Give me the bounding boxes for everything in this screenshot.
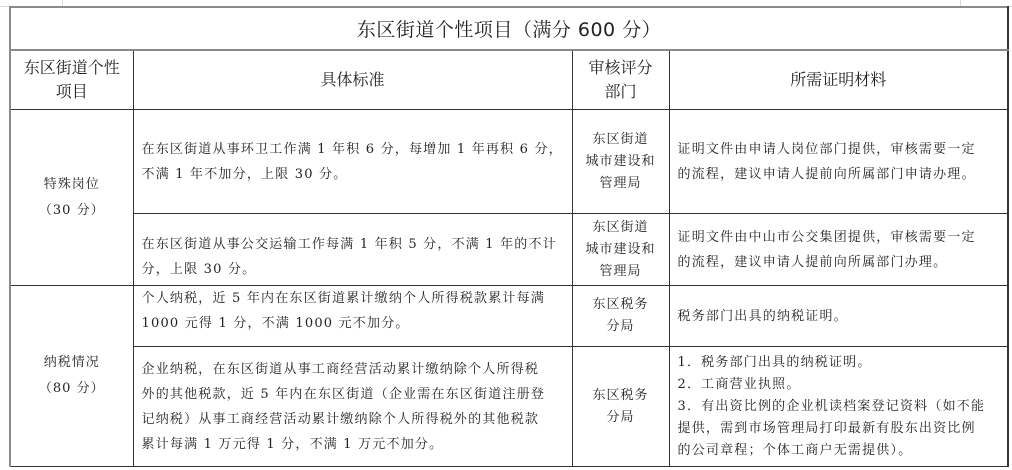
scoring-table (9, 6, 1009, 467)
department-text: 分局 (606, 409, 635, 425)
standard-text: 不满 1 年不加分，上限 30 分。 (141, 166, 348, 182)
department-text: 城市建设和 (585, 153, 656, 169)
table-row (10, 347, 1008, 467)
department-text: 东区街道 (592, 131, 649, 147)
materials-text: 的流程，建议申请人提前向所属部门申请办理。 (677, 166, 976, 182)
materials-text: 证明文件由中山市公交集团提供，审核需要一定 (677, 229, 976, 245)
materials-cell (669, 286, 1008, 347)
department-text: 东区税务 (592, 297, 649, 312)
standard-cell (133, 347, 572, 467)
department-text: 管理局 (599, 263, 642, 279)
materials-cell (669, 110, 1008, 214)
standard-text: 分，上限 30 分。 (141, 261, 257, 277)
table-row (10, 110, 1008, 214)
header-department (572, 50, 669, 110)
table-title: 东区街道个性项目（满分 600 分） (10, 7, 1008, 50)
category-cell (10, 110, 133, 286)
materials-cell (669, 214, 1008, 286)
department-cell (572, 214, 669, 286)
department-cell (572, 110, 669, 214)
standard-text: 在东区街道从事环卫工作满 1 年积 6 分，每增加 1 年再积 6 分， (141, 141, 563, 157)
standard-text: 1000 元得 1 分，不满 1000 元不加分。 (141, 316, 410, 331)
category-name: 纳税情况 (43, 355, 100, 370)
title-row (10, 7, 1008, 50)
category-score: （30 分） (38, 202, 105, 218)
standard-cell (133, 214, 572, 286)
category-name: 特殊岗位 (43, 176, 100, 192)
table-row (10, 286, 1008, 347)
header-department-line: 审核评分 (588, 58, 653, 77)
materials-text: 证明文件由申请人岗位部门提供，审核需要一定 (677, 141, 976, 157)
materials-list-item: 2．工商营业执照。 (677, 376, 801, 392)
department-text: 管理局 (599, 175, 642, 191)
department-text: 东区税务 (592, 387, 649, 403)
department-cell (572, 286, 669, 347)
standard-text: 企业纳税，在东区街道从事工商经营活动累计缴纳除个人所得税 (141, 361, 540, 377)
department-text: 分局 (606, 319, 635, 334)
standard-text: 外的其他税款，近 5 年内在东区街道（企业需在东区街道注册登 (141, 386, 546, 402)
standard-text: 记纳税）从事工商经营活动累计缴纳除个人所得税外的其他税款 (141, 411, 540, 427)
materials-list-item: 的公司章程；个体工商户无需提供）。 (677, 442, 913, 458)
department-text: 东区街道 (592, 219, 649, 235)
standard-cell (133, 110, 572, 214)
materials-cell (669, 347, 1008, 467)
standard-text: 个人纳税，近 5 年内在东区街道累计缴纳个人所得税款累计每满 (141, 291, 546, 306)
header-category-line: 项目 (55, 82, 88, 101)
category-cell (10, 286, 133, 467)
materials-text: 税务部门出具的纳税证明。 (677, 308, 848, 324)
header-row (10, 50, 1008, 110)
materials-text: 的流程，建议申请人提前向所属部门办理。 (677, 254, 948, 270)
header-department-line: 部门 (604, 82, 637, 101)
category-score: （80 分） (38, 381, 105, 396)
standard-cell (133, 286, 572, 347)
department-cell (572, 347, 669, 467)
department-text: 城市建设和 (585, 241, 656, 257)
header-category (10, 50, 133, 110)
standard-text: 累计每满 1 万元得 1 分，不满 1 万元不加分。 (141, 436, 444, 452)
header-materials: 所需证明材料 (669, 50, 1008, 110)
standard-text: 在东区街道从事公交运输工作每满 1 年积 5 分，不满 1 年的不计 (141, 236, 557, 252)
materials-list-item: 1．税务部门出具的纳税证明。 (677, 354, 872, 370)
materials-list-item: 3．有出资比例的企业机读档案登记资料（如不能 (677, 398, 986, 414)
header-standard: 具体标准 (133, 50, 572, 110)
header-category-line: 东区街道个性 (23, 58, 120, 77)
materials-list-item: 提供，需到市场管理局打印最新有股东出资比例 (677, 420, 976, 436)
table-row (10, 214, 1008, 286)
